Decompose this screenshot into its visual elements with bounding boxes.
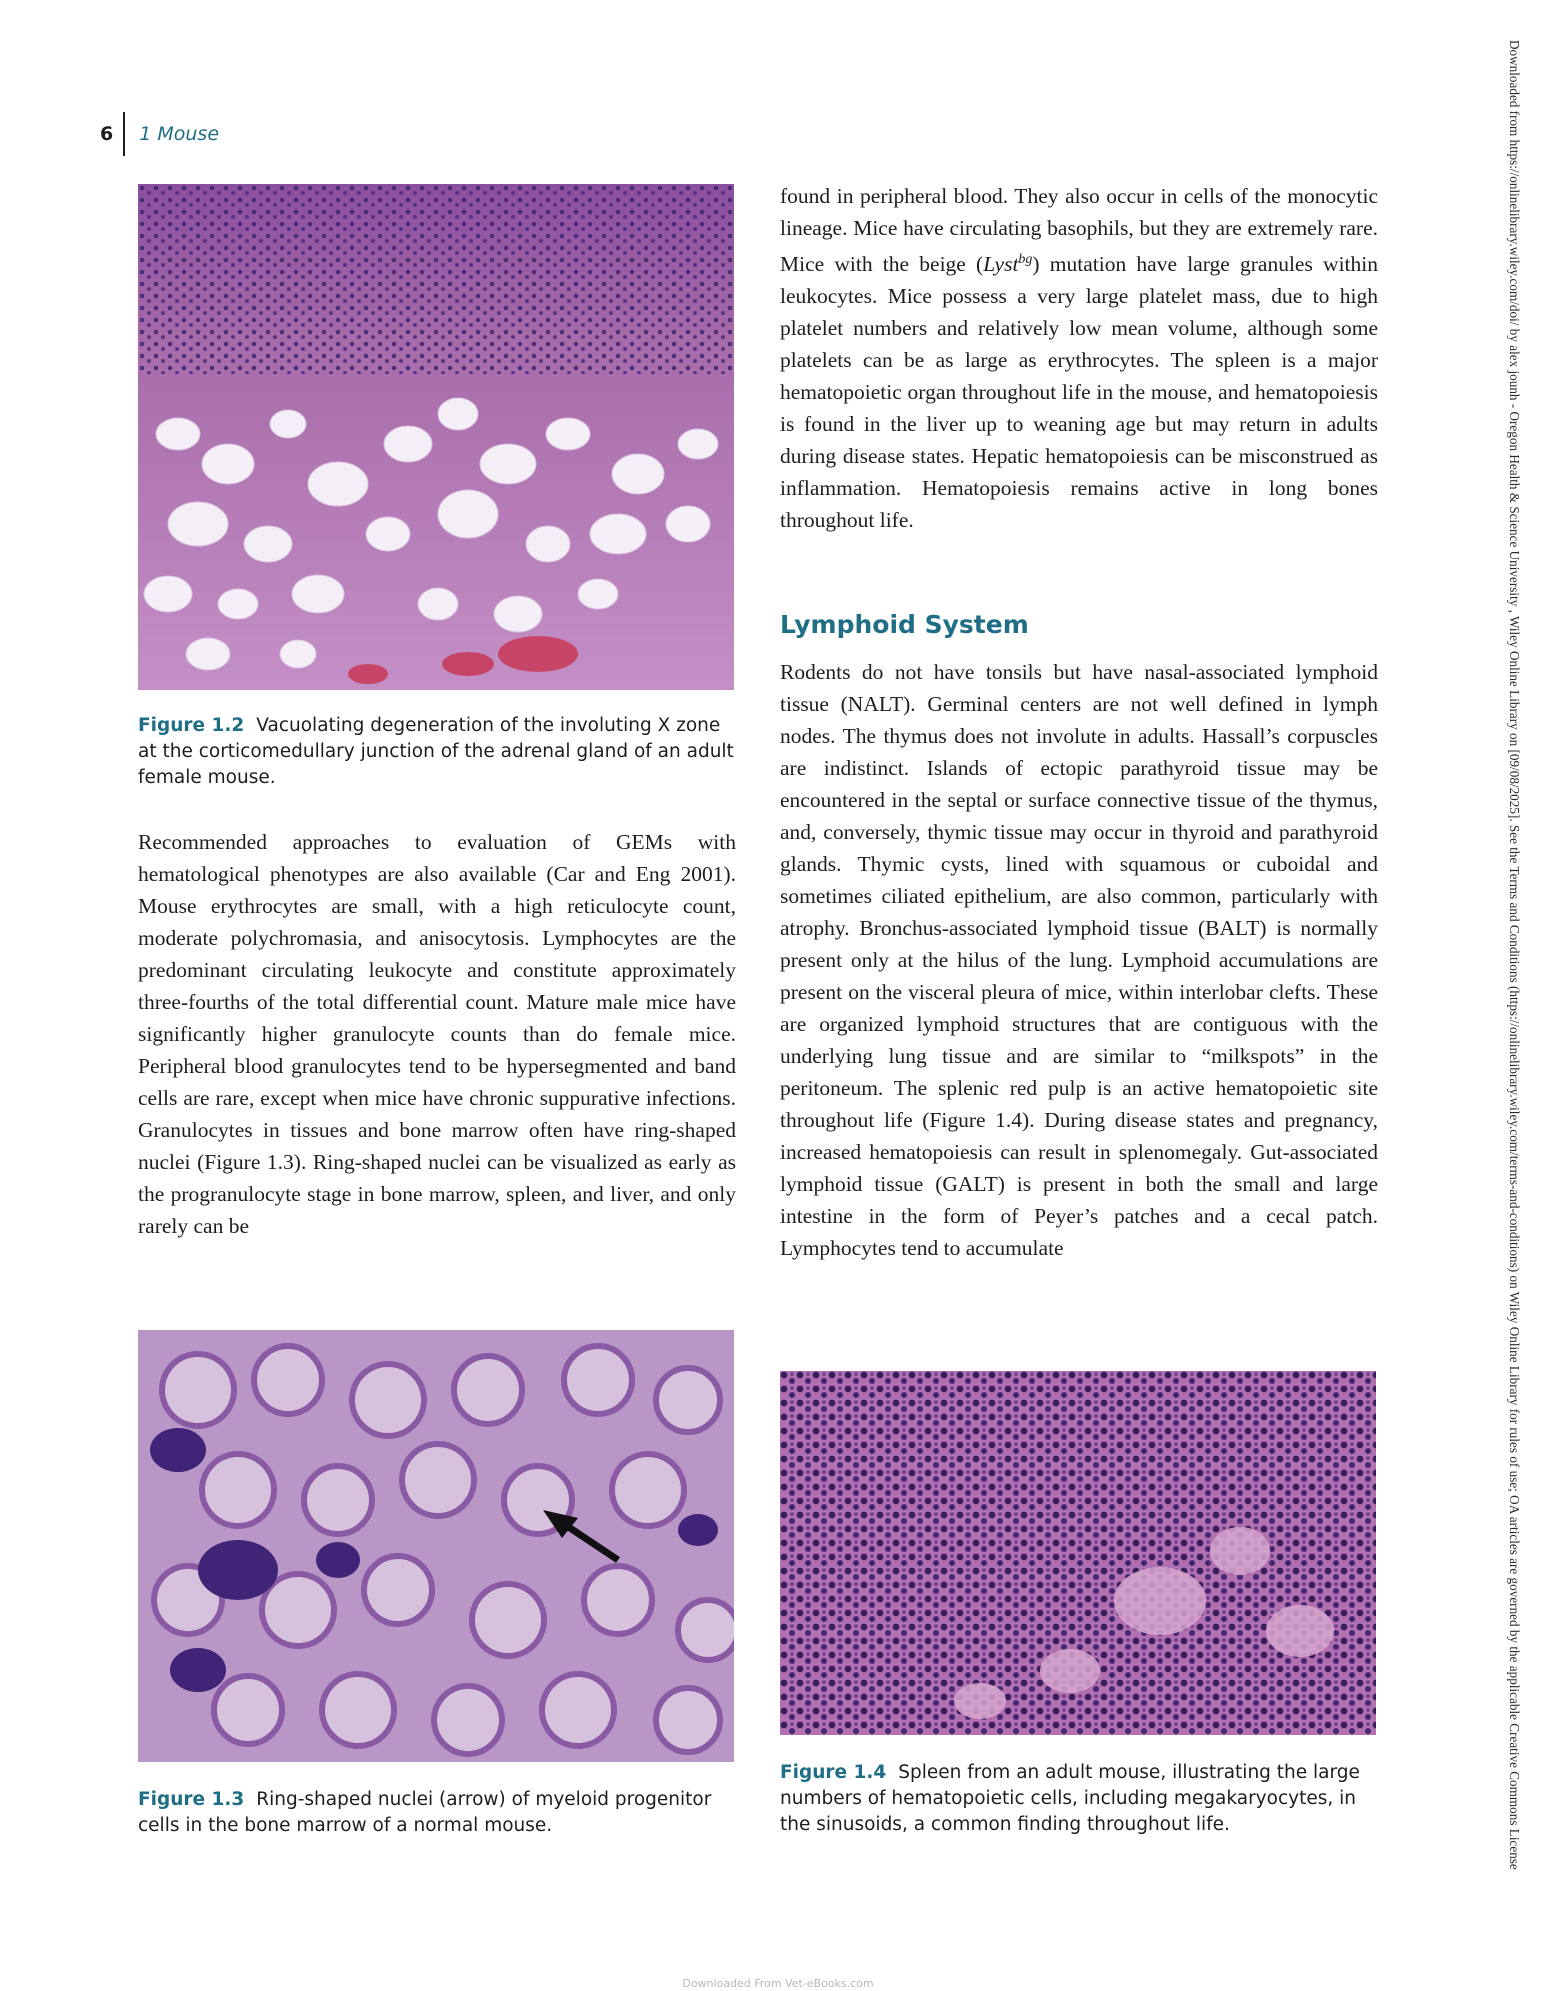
figure-1-4-image bbox=[780, 1371, 1376, 1735]
figure-1-4-caption-text: Spleen from an adult mouse, illustrating the large numbers of hematopoietic cells, including megakaryocytes, in the sinusoids, a common finding throughout life. bbox=[780, 1762, 1360, 1835]
paragraph-1-lead: found in peripheral blood. They also occur in cells of the monocytic lineage. Mice have circulating basophils, but they are extremely rare. Mice with the beige ( bbox=[780, 184, 1378, 277]
bone-marrow-histology-illustration bbox=[138, 1330, 734, 1762]
running-head bbox=[100, 114, 219, 154]
gene-name: Lyst bbox=[983, 252, 1019, 277]
spleen-histology-illustration bbox=[780, 1371, 1376, 1735]
section-heading-lymphoid-system: Lymphoid System bbox=[780, 610, 1029, 639]
figure-1-4-label: Figure 1.4 bbox=[780, 1762, 887, 1783]
figure-1-3-image bbox=[138, 1330, 734, 1762]
figure-1-3-caption-text: Ring-shaped nuclei (arrow) of myeloid progenitor cells in the bone marrow of a normal mouse. bbox=[138, 1789, 712, 1836]
header-rule bbox=[123, 112, 125, 156]
footer-watermark: Downloaded From Vet-eBooks.com bbox=[682, 1977, 874, 1990]
figure-1-2-label: Figure 1.2 bbox=[138, 715, 245, 736]
download-notice-vertical: Downloaded from https://onlinelibrary.wiley.com/doi/ by alex jounh - Oregon Health & Science University , Wiley Online Library on [09/08/2025]. See the Terms and Conditions (https://onlinelibrary.wiley.com/terms-and-conditions) on Wiley Online Library for rules of use; OA articles are governed by the applicable Creative Commons License bbox=[1507, 40, 1522, 1870]
figure-1-2-caption-text: Vacuolating degeneration of the involuting X zone at the corticomedullary junction of the adrenal gland of an adult female mouse. bbox=[138, 715, 734, 788]
figure-1-3-caption bbox=[138, 1787, 736, 1839]
gene-allele: bg bbox=[1018, 252, 1033, 267]
figure-1-4-caption bbox=[780, 1760, 1378, 1838]
adrenal-histology-illustration bbox=[138, 184, 734, 690]
right-column-paragraph-2: Rodents do not have tonsils but have nasal-associated lymphoid tissue (NALT). Germinal centers are not well defined in lymph nodes. The thymus does not involute in adults. Hassall’s corpuscles are indistinct. Islands of ectopic parathyroid tissue may be encountered in the septal or surface connective tissue of the thymus, and, conversely, thymic tissue may occur in thyroid and parathyroid glands. Thymic cysts, lined with squamous or cuboidal and sometimes ciliated epithelium, are also common, particularly with atrophy. Bronchus-associated lymphoid tissue (BALT) is normally present only at the hilus of the lung. Lymphoid accumulations are present on the visceral pleura of mice, within interlobar clefts. These are organized lymphoid structures that are contiguous with the underlying lung tissue and are similar to “milkspots” in the peritoneum. The splenic red pulp is an active hematopoietic site throughout life (Figure 1.4). During disease states and pregnancy, increased hematopoiesis can result in splenomegaly. Gut-associated lymphoid tissue (GALT) is present in both the small and large intestine in the form of Peyer’s patches and a cecal patch. Lymphocytes tend to accumulate bbox=[780, 660, 1378, 1260]
page-number: 6 bbox=[100, 123, 114, 145]
paragraph-1-tail: ) mutation have large granules within leukocytes. Mice possess a very large platelet mass, due to high platelet numbers and relatively low mean volume, although some platelets can be as large as erythrocytes. The spleen is a major hematopoietic organ throughout life in the mouse, and hematopoiesis is found in the liver up to weaning age but may return in adults during disease states. Hepatic hematopoiesis can be misconstrued as inflammation. Hematopoiesis remains active in long bones throughout life. bbox=[780, 252, 1378, 533]
figure-1-3-label: Figure 1.3 bbox=[138, 1789, 245, 1810]
left-column-paragraph: Recommended approaches to evaluation of GEMs with hematological phenotypes are also available (Car and Eng 2001). Mouse erythrocytes are small, with a high reticulocyte count, moderate polychromasia, and anisocytosis. Lymphocytes are the predominant circulating leukocyte and constitute approximately three-fourths of the total differential count. Mature male mice have significantly higher granulocyte counts than do female mice. Peripheral blood granulocytes tend to be hypersegmented and band cells are rare, except when mice have chronic suppurative infections. Granulocytes in tissues and bone marrow often have ring-shaped nuclei (Figure 1.3). Ring-shaped nuclei can be visualized as early as the progranulocyte stage in bone marrow, spleen, and liver, and only rarely can be bbox=[138, 830, 736, 1238]
figure-1-2-caption bbox=[138, 713, 736, 791]
chapter-title: 1 Mouse bbox=[139, 123, 220, 145]
right-column-paragraph-1 bbox=[780, 180, 1378, 536]
figure-1-2-image bbox=[138, 184, 734, 690]
